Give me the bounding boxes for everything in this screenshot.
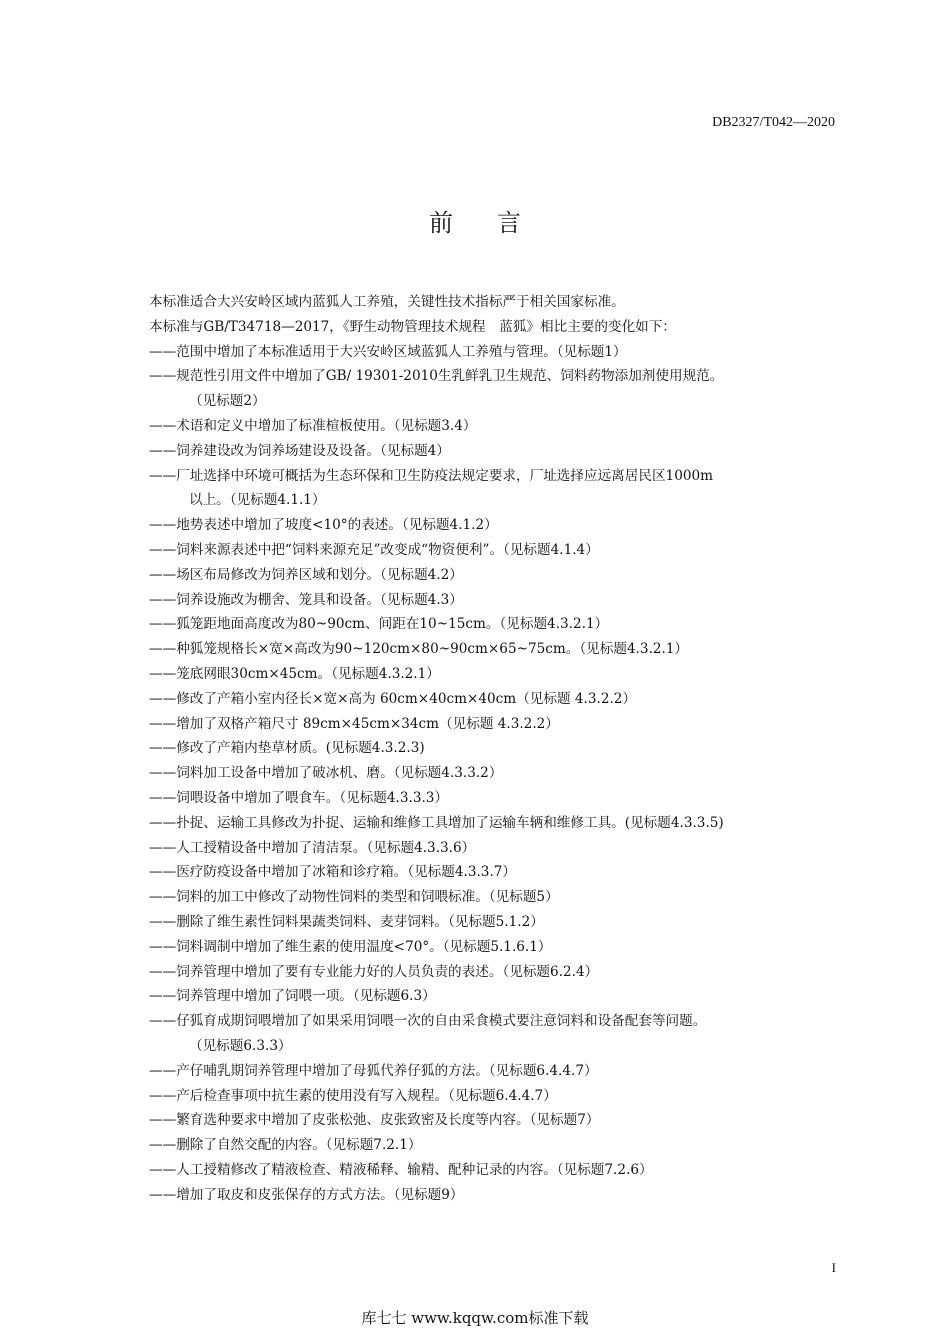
text-line: ——增加了取皮和皮张保存的方式方法。（见标题9） xyxy=(149,1186,464,1203)
text-line: ——饲养管理中增加了要有专业能力好的人员负责的表述。（见标题6.2.4） xyxy=(149,963,599,980)
text-line: ——扑捉、运输工具修改为扑捉、运输和维修工具增加了运输车辆和维修工具。(见标题4.3.3.5) xyxy=(149,814,724,831)
text-line: ——厂址选择中环境可概括为生态环保和卫生防疫法规定要求，厂址选择应远离居民区1000m xyxy=(149,467,714,484)
foreword-body xyxy=(149,290,849,1207)
text-line: ——饲料调制中增加了维生素的使用温度<70°。（见标题5.1.6.1） xyxy=(149,938,552,955)
text-line: ——人工授精设备中增加了清洁泵。（见标题4.3.3.6） xyxy=(149,839,476,856)
page-title: 前言 xyxy=(429,209,565,237)
text-line: ——狐笼距地面高度改为80~90cm、间距在10~15cm。（见标题4.3.2.1） xyxy=(149,616,609,633)
text-line: ——仔狐育成期饲喂增加了如果采用饲喂一次的自由采食模式要注意饲料和设备配套等问题。 xyxy=(149,1013,707,1030)
text-line: 本标准适合大兴安岭区域内蓝狐人工养殖，关键性技术指标严于相关国家标准。 xyxy=(149,294,625,310)
text-line: ——范围中增加了本标准适用于大兴安岭区域蓝狐人工养殖与管理。（见标题1） xyxy=(149,343,627,360)
footer-watermark: 库七七 www.kqqw.com标准下载 xyxy=(361,1309,589,1327)
text-line: ——人工授精修改了精液检查、精液稀释、输精、配种记录的内容。（见标题7.2.6） xyxy=(149,1161,653,1178)
text-line: ——地势表述中增加了坡度<10°的表述。（见标题4.1.2） xyxy=(149,517,498,534)
text-line: ——笼底网眼30cm×45cm。（见标题4.3.2.1） xyxy=(149,665,440,682)
text-line: ——删除了自然交配的内容。（见标题7.2.1） xyxy=(149,1137,422,1154)
text-line: ——场区布局修改为饲养区域和划分。（见标题4.2） xyxy=(149,566,463,583)
text-line: ——产仔哺乳期饲养管理中增加了母狐代养仔狐的方法。（见标题6.4.4.7） xyxy=(149,1062,598,1079)
text-line-continuation: （见标题2） xyxy=(189,393,266,410)
text-line: ——医疗防疫设备中增加了冰箱和诊疗箱。（见标题4.3.3.7） xyxy=(149,864,517,881)
text-line: ——饲养设施改为棚舍、笼具和设备。（见标题4.3） xyxy=(149,591,463,608)
text-line: ——术语和定义中增加了标准楦板使用。（见标题3.4） xyxy=(149,417,477,434)
text-line: ——饲养管理中增加了饲喂一项。（见标题6.3） xyxy=(149,988,436,1005)
text-line: ——饲料来源表述中把“饲料来源充足”改变成“物资便利”。（见标题4.1.4） xyxy=(149,541,599,558)
text-line: ——删除了维生素性饲料果蔬类饲料、麦芽饲料。（见标题5.1.2） xyxy=(149,913,544,930)
text-line: ——增加了双格产箱尺寸 89cm×45cm×34cm（见标题 4.3.2.2） xyxy=(149,715,559,732)
text-line-continuation: 以上。（见标题4.1.1） xyxy=(189,492,326,509)
text-line: ——饲料加工设备中增加了破冰机、磨。（见标题4.3.3.2） xyxy=(149,765,503,782)
text-line: ——饲喂设备中增加了喂食车。（见标题4.3.3.3） xyxy=(149,789,449,806)
text-line: ——规范性引用文件中增加了GB/ 19301-2010生乳鲜乳卫生规范、饲料药物添加剂使用规范。 xyxy=(149,368,724,385)
text-line: ——修改了产箱小室内径长×宽×高为 60cm×40cm×40cm（见标题 4.3.2.2） xyxy=(149,690,637,707)
text-line: ——繁育选种要求中增加了皮张松弛、皮张致密及长度等内容。（见标题7） xyxy=(149,1112,600,1129)
text-line: ——修改了产箱内垫草材质。(见标题4.3.2.3) xyxy=(149,740,425,757)
document-code: DB2327/T042—2020 xyxy=(712,115,835,130)
text-line: ——饲养建设改为饲养场建设及设备。（见标题4） xyxy=(149,442,450,459)
text-line: ——产后检查事项中抗生素的使用没有写入规程。（见标题6.4.4.7） xyxy=(149,1087,557,1104)
text-line-continuation: （见标题6.3.3） xyxy=(189,1037,292,1054)
text-line: 本标准与GB/T34718—2017，《野生动物管理技术规程 蓝狐》相比主要的变化如下： xyxy=(149,318,676,335)
page-number: I xyxy=(831,1260,836,1275)
text-line: ——饲料的加工中修改了动物性饲料的类型和饲喂标准。（见标题5） xyxy=(149,889,559,906)
text-line: ——种狐笼规格长×宽×高改为90~120cm×80~90cm×65~75cm。（见标题4.3.2.1） xyxy=(149,641,689,658)
